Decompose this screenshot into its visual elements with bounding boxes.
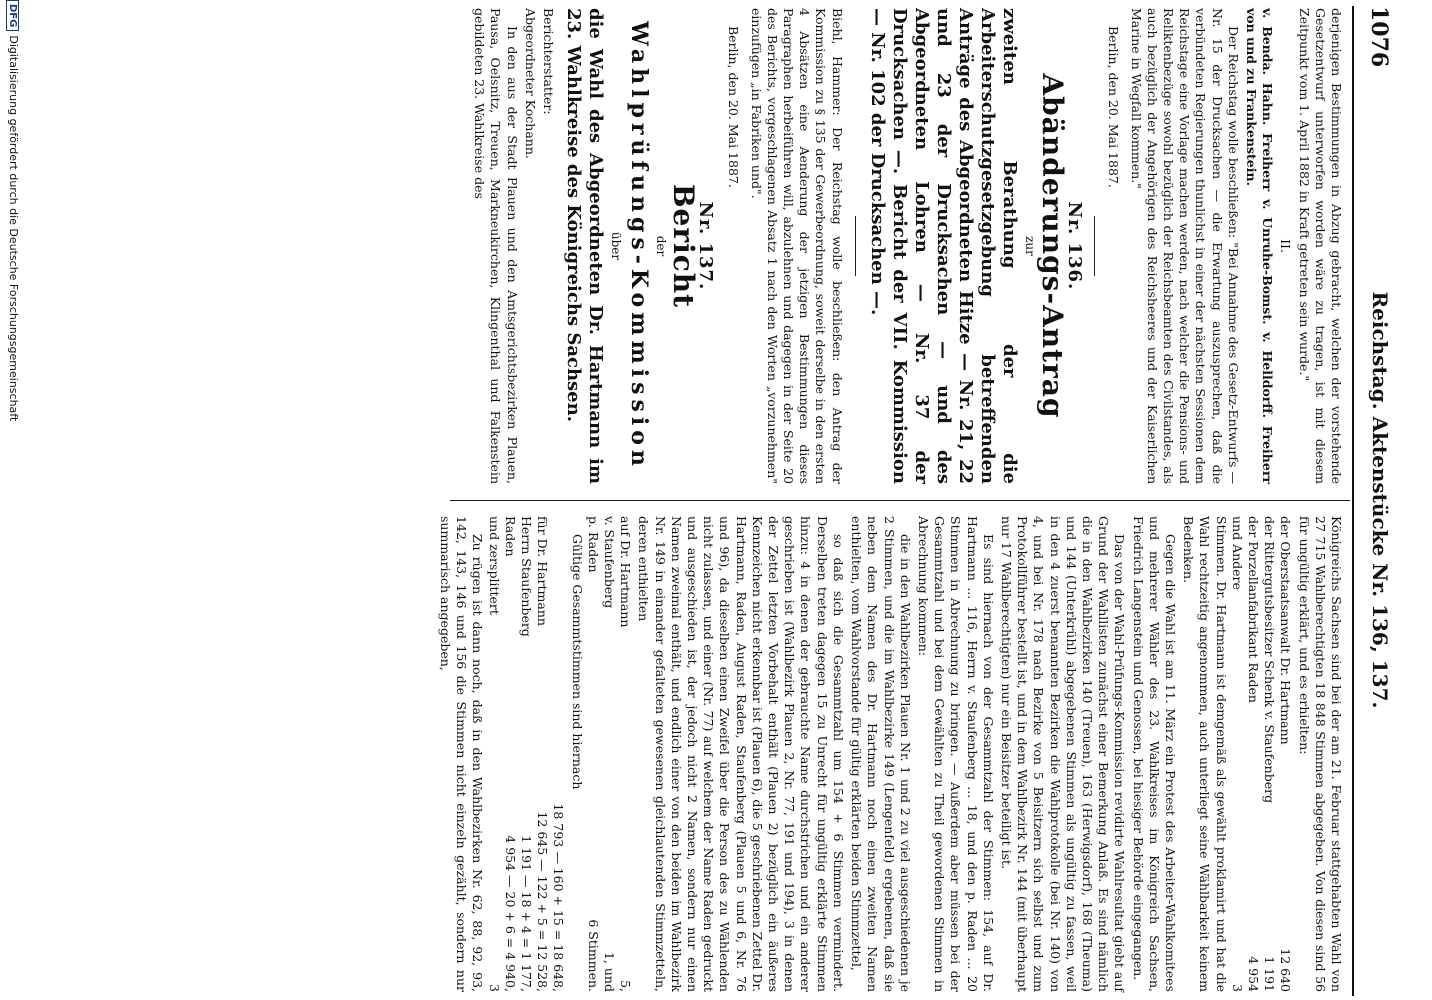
vote-value: 1, und — [602, 951, 618, 992]
candidate-name: der Oberstaatsanwalt Dr. Hartmann — [1278, 516, 1294, 745]
candidate-name: und Andere — [1229, 516, 1245, 590]
right-column — [435, 516, 1344, 992]
candidate-name: der Porzellanfabrikant Raden — [1245, 516, 1261, 703]
candidate-votes: 1 191 — [1262, 956, 1278, 992]
calc-value: 4 954 — 20 + 6 = 4 940, — [502, 835, 518, 992]
calc-row — [534, 516, 550, 992]
motion-2: Biehl, Hammer: Der Reichstag wolle beschließen: den Antrag der Kommission zu § 135 der Gewerbeordnung, soweit derselbe in den ersten 4 Absätzen eine Aenderung der jetzigen Bestimmungen dieses Paragraphen herbeiführen will, abzulehnen und dagegen in der Seite 20 des Berichts, vorgeschlagenen Absatz 1 nach den Worten „vorzunehmen" einzufügen „in Fabriken und". — [748, 8, 845, 484]
paragraph-7: so daß sich die Gesammtzahl um 154 + 6 Stimmen vermindert. Derselben treten dagegen 15 zu Unrecht für ungültig erklärte Stimmen hinzu: 4 in denen der gebrauchte Name durchstrichen und ein anderer geschrieben ist (Wahlbezirk Plauen 2, Nr. 77, 191 und 194), 3 in denen der Zettel letzten Vorbehalt enthält (Plauen 2) bezüglich ein äußeres Kennzeichen nicht erkennbar ist (Plauen 6), die 5 geschriebenen Zettel Dr. Hartmann, Raden, August Raden, Staufenberg (Plauen 5 und 6, Nr. 76 und 96), da dieselben einen Zweifel über die Person des zu Wählenden nicht zulassen, und einer (Nr. 77) auf welchem der Name Raden gedruckt und ausgeschieden ist, der jedoch nicht 2 Namen, sondern nur einen Namen zweimal enthält, und endlich einer von den beiden im Wahlbezirk Nr. 149 in einander gefalteten gewesenen gleichlautenden Stimmzetteln, deren enthielten — [636, 516, 846, 992]
calc-label: Herrn Staufenberg — [519, 516, 535, 637]
vote-label: auf Dr. Hartmann — [618, 516, 634, 628]
title-137: Bericht — [666, 183, 700, 309]
calc-row — [485, 516, 501, 992]
page-header — [1352, 0, 1392, 1000]
short-rule — [1094, 216, 1095, 276]
last-paragraph: In den aus der Stadt Plauen und den Amtsgerichtsbezirken Plauen, Pausa, Oelsnitz, Treuen, Markneukirchen, Klingenthal und Falkenstein gebildeten 23. Wahlkreise des — [472, 8, 520, 484]
vote-row — [601, 516, 617, 992]
calc-label: Raden — [502, 516, 518, 557]
footer-text: Digitalisierung gefördert durch die Deutsche Forschungsgemeinschaft — [7, 35, 20, 422]
paragraph-10: Zu rügen ist dann noch, daß in den Wahlbezirken Nr. 62, 88, 92, 93, 142, 143, 146 und 156 die Stimmen nicht einzeln gezählt, sondern nur summarisch angegeben, — [438, 516, 486, 992]
calc-value: 1 191 — 18 + 4 = 1 177, — [519, 835, 535, 992]
calc-value: 12 645 — 122 + 5 = 12 528, — [535, 811, 551, 992]
page-number: 1076 — [1366, 6, 1392, 68]
commission-title: Wahlprüfungs-Kommission — [625, 21, 652, 471]
candidate-votes: 4 954 — [1245, 956, 1261, 992]
paragraph-4: Das von der Wahl-Prüfungs-Kommission revidirte Wahlresultat giebt auf Grund der Wahllisten zunächst einer Bemerkung Anlaß. Es sind nämlich die in den Wahlbezirken 140 (Treuen), 163 (Herwigsdorf), 168 (Theuma) und 144 (Unterkrühl) abgegebenen Stimmen als ungültig zu fassen, weil in den 4 zuerst benannten Bezirken die Wahlprotokolle (bei Nr. 140) von 4, und bei Nr. 178 nach Bezirke von 5 Beisitzern sich selbst und zum Protokollführer bestellt ist, und in dem Wahlbezirk Nr. 144 (mit überhaupt nur 17 Wahlberechtigten) nur ein Beisitzer beteiligt ist. — [998, 516, 1128, 992]
motion-text: Der Reichstag wolle beschließen: "Bei Annahme des Gesetz-Entwurfs — Nr. 15 der Drucksachen — die Erwartung auszusprechen, daß die verbündeten Regierungen thunlichst in einer der nächsten Sessionen dem Reichstage eine Vorlage machen werden, nach welcher die Pensions- und Reliktenbezüge sowohl bezüglich der Reichsbeamten des Civilstandes, als auch bezüglich der Angehörigen des Reichsheeres und der Kaiserlichen Marine in Wegfall kommen." — [1128, 8, 1241, 484]
paragraph-3: Gegen die Wahl ist am 11. März ein Protest des Arbeiter-Wahlkomitees und mehrerer Wähler des 23. Wahlkreises im Königreich Sachsen, Friedrich Langenstein und Genossen, bei hiesiger Behörde eingegangen. — [1130, 516, 1178, 992]
vote-value: 5, — [618, 980, 634, 992]
short-rule-2 — [855, 216, 856, 276]
vote-label: p. Raden — [585, 516, 601, 573]
vote-row — [585, 516, 601, 992]
candidate-row — [1277, 516, 1293, 992]
vote-value: 6 Stimmen. — [585, 919, 601, 992]
title-136: Abänderungs-Antrag — [1035, 73, 1069, 419]
candidate-votes: 12 640 — [1278, 948, 1294, 992]
reporter-label: Berichterstatter: — [541, 8, 557, 115]
calc-value: 3 — [486, 984, 502, 992]
paragraph-6: die in den Wahlbezirken Plauen Nr. 1 und 2 zu viel ausgeschiedenen je 2 Stimmen, und die im Wahlbezirke 149 (Lengenfeld) ergebenen, daß sie neben dem Namen des Dr. Hartmann noch einen zweiten Namen enthielten, vom Wahlvorstande für gültig erklärten beiden Stimmzettel, — [849, 516, 913, 992]
paragraph-2: Stimmen. Dr. Hartmann ist demgemäß als gewählt proklamirt und hat die Wahl rechtzeitig angenommen, auch unterliegt seine Wählbarkeit keinem Bedenken. — [1181, 516, 1229, 992]
calc-row — [518, 516, 534, 992]
candidate-row — [1229, 516, 1245, 992]
candidate-row — [1245, 516, 1261, 992]
column-divider — [450, 500, 1350, 501]
calc-row — [550, 516, 566, 992]
dfg-logo: DFG — [6, 0, 19, 31]
left-column — [469, 8, 1344, 484]
reporter-name: Abgeordneter Kochann. — [522, 8, 538, 159]
candidate-row — [1261, 516, 1277, 992]
candidate-name: der Rittergutsbesitzer Schenk v. Staufenberg — [1262, 516, 1278, 804]
paragraph-9: Gültige Gesammtstimmen sind hiernach — [569, 534, 585, 790]
motion-signatories: v. Benda. Hahn. Freiherr v. Unruhe-Bomst. v. Helldorff. Freiherr von und zu Frankenstein. — [1243, 8, 1276, 484]
number-137: Nr. 137. — [695, 201, 717, 291]
zur-label: zur — [1022, 236, 1037, 256]
vote-row — [617, 516, 633, 992]
header-rule — [1352, 6, 1354, 996]
body-137: die Wahl des Abgeordneten Dr. Hartmann im 23. Wahlkreise des Königreichs Sachsen. — [563, 8, 607, 484]
digitization-footer — [6, 0, 20, 1000]
paragraph-1: Königreichs Sachsen sind bei der am 21. Februar stattgehabten Wahl von 27 715 Wahlberechtigten 18 848 Stimmen abgegeben. Von diesen sind 56 für ungültig erklärt, und es erhielten: — [1296, 516, 1344, 992]
date-line-2: Berlin, den 20. Mai 1887. — [726, 26, 742, 188]
paragraph-5: Es sind hiernach von der Gesammtzahl der Stimmen: 154, auf Dr. Hartmann ... 116, Herrn v. Staufenberg ... 18, und den p. Raden ... 20 Stimmen in Abrechnung zu bringen. — Außerdem aber müssen bei der Gesammtzahl und bei dem Gewählten zu Theil gewordenen Stimmen in Abrechnung kommen: — [915, 516, 996, 992]
der-label: der — [653, 235, 668, 257]
running-title: Reichstag. Aktenstücke Nr. 136, 137. — [1368, 291, 1392, 709]
intro-paragraph: derjenigen Bestimmungen in Abzug gebracht, welchen der vorstehende Gesetzentwurf unterworfen worden wäre zu tragen, ist mit diesem Zeitpunkt vom 1. April 1882 in Kraft getreten sein wurde." — [1296, 8, 1344, 484]
calc-label: und zersplittert — [486, 516, 502, 615]
calc-row — [502, 516, 518, 992]
section-heading: II. — [1278, 239, 1294, 253]
date-line-1: Berlin, den 20. Mai 1887. — [1106, 26, 1122, 188]
number-136: Nr. 136. — [1064, 201, 1086, 291]
candidate-votes: 3 — [1229, 984, 1245, 992]
calc-value: 18 793 — 160 + 15 = 18 648, — [551, 803, 567, 992]
body-136: zweiten Berathung der die Arbeiterschutzgesetzgebung betreffenden Anträge des Abgeordneten Hitze — Nr. 21, 22 und 23 der Drucksachen — und des Abgeordneten Lohren — Nr. 37 der Drucksachen —. Bericht der VII. Kommission — Nr. 102 der Drucksachen —. — [866, 8, 1020, 484]
calc-label: für Dr. Hartmann — [535, 516, 551, 626]
ueber-label: über — [609, 231, 624, 261]
vote-label: v. Staufenberg — [602, 516, 618, 609]
